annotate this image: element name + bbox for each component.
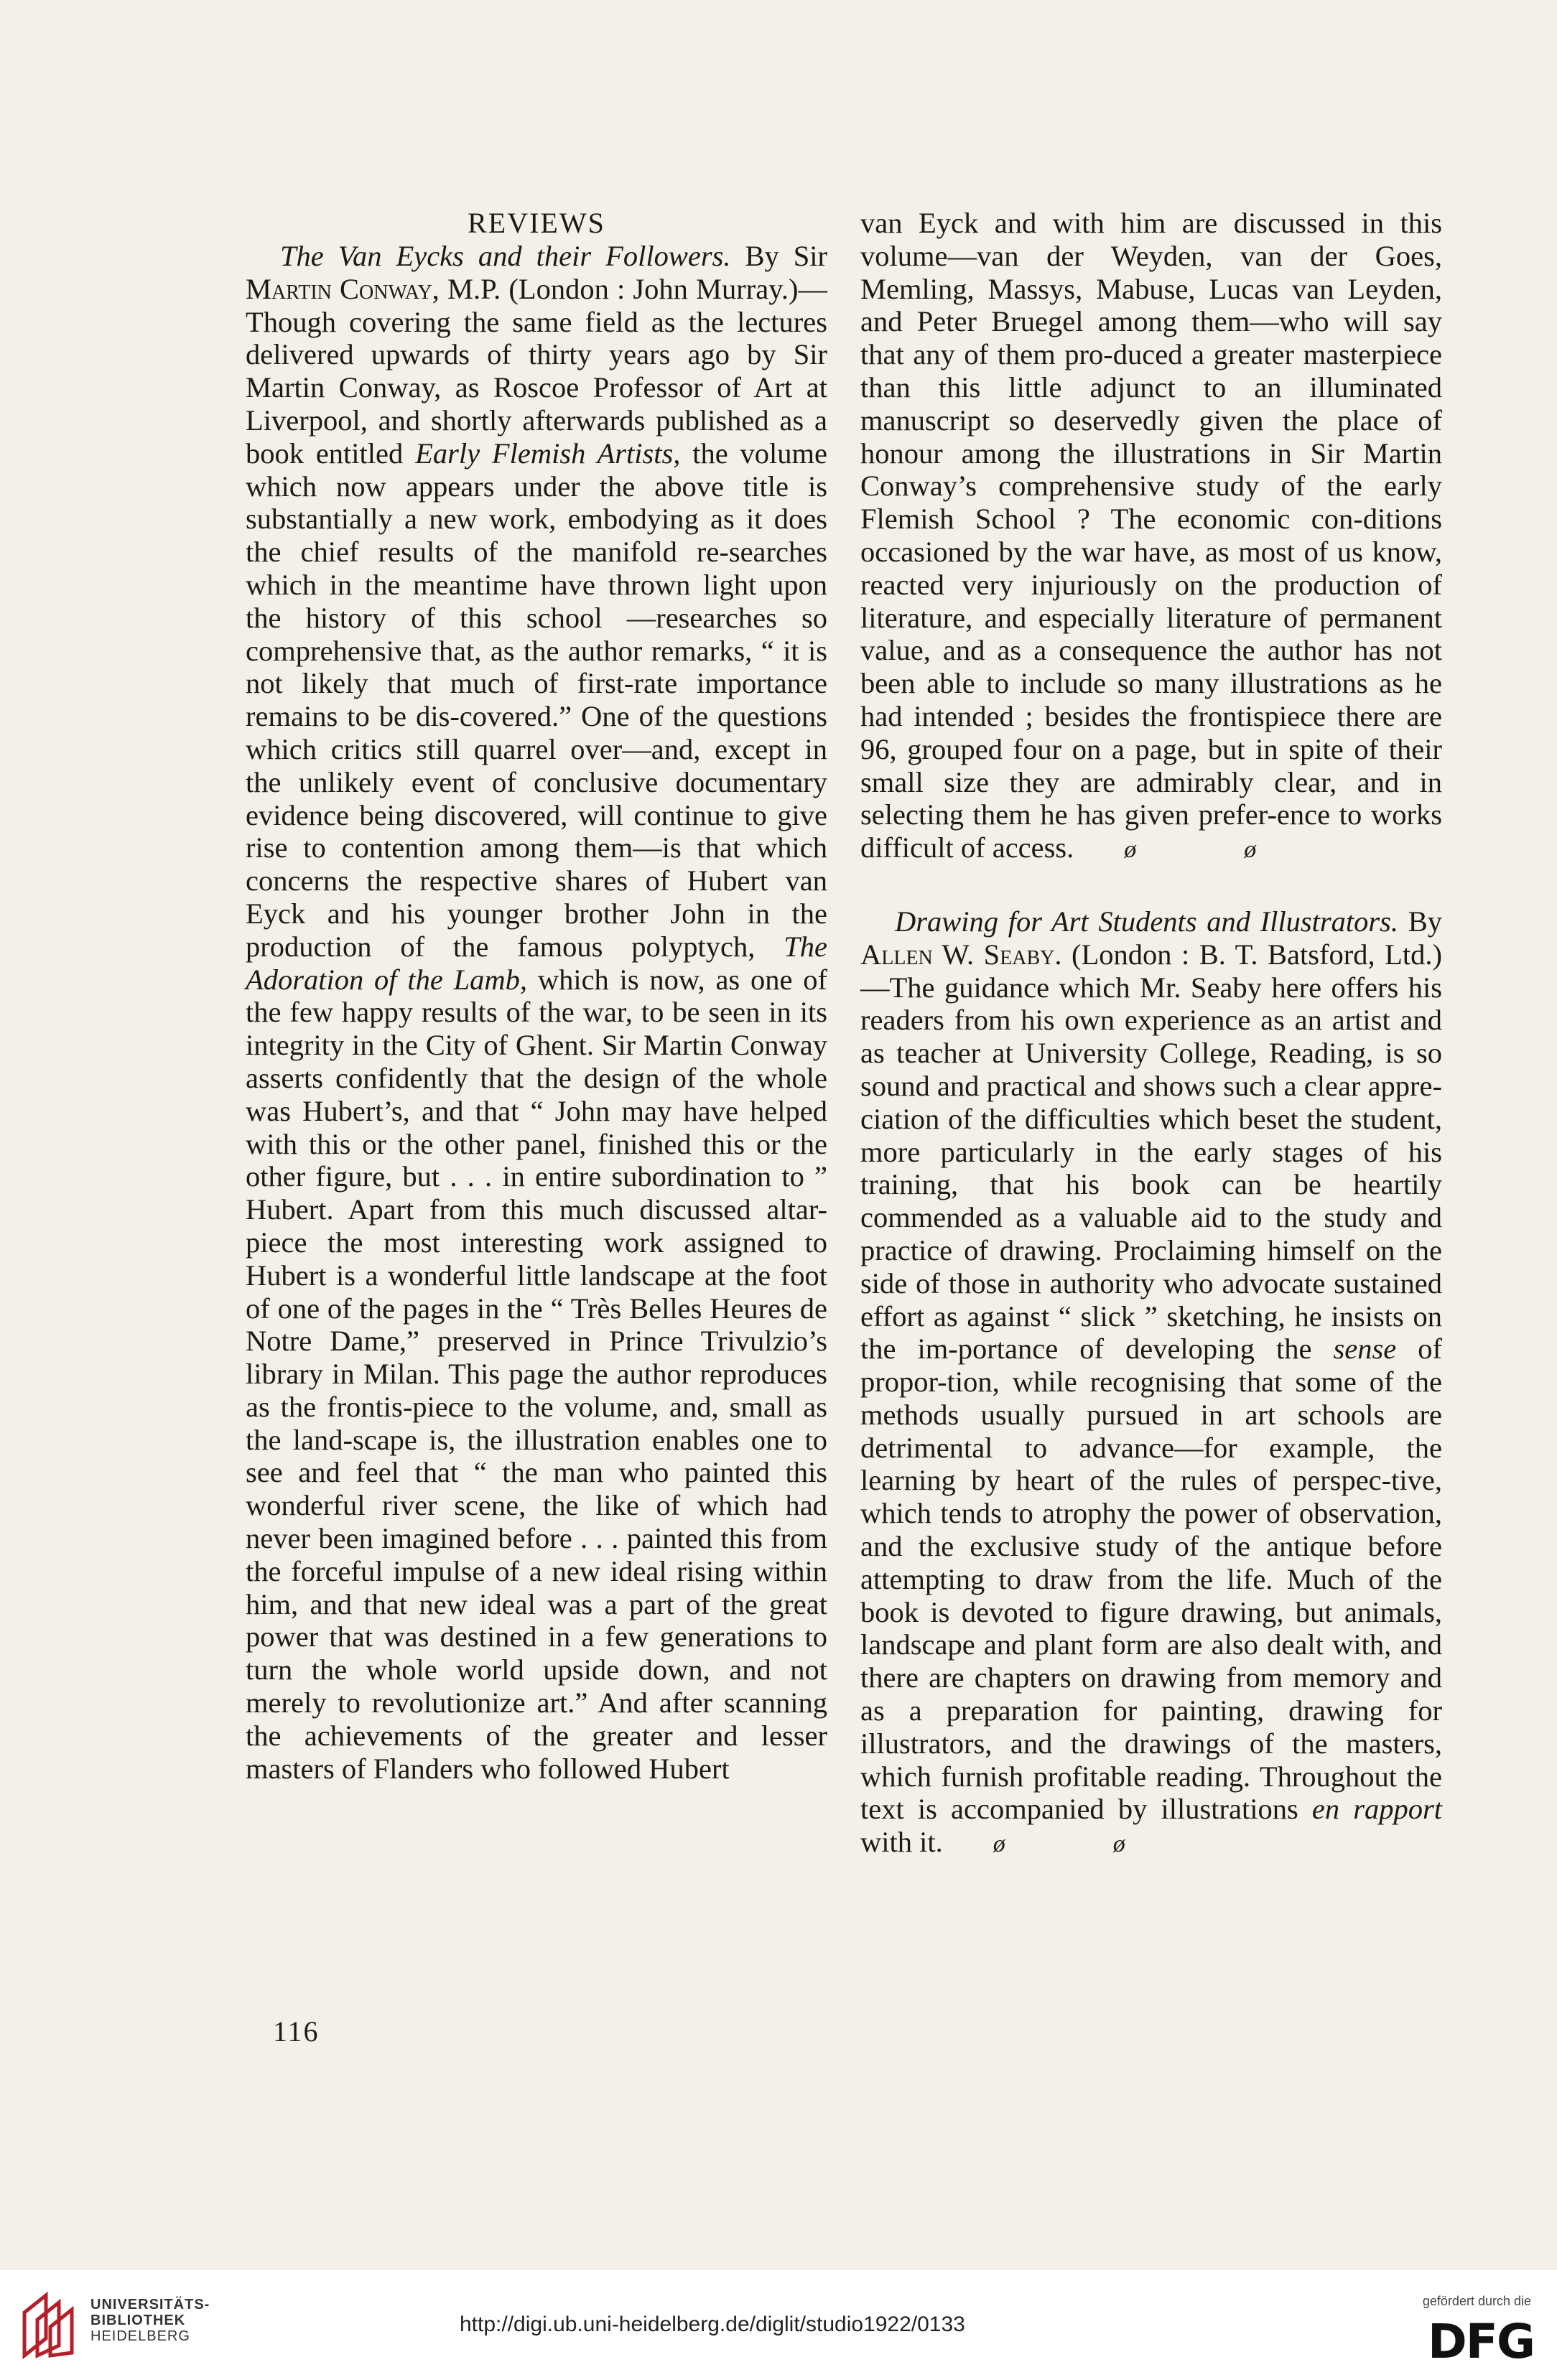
permalink[interactable]: http://digi.ub.uni-heidelberg.de/diglit/studio1922/0133	[460, 2313, 965, 2336]
review-van-eycks-continued	[860, 207, 1442, 867]
ornament-icon: ø	[1124, 836, 1137, 864]
review-body-part-3: which is now, as one of the few happy results of the war, to be seen in its integrity in the City of Ghent. Sir Martin Conway asserts confidently that the design of the whole was Hubert’s, and that “ John may have helped with this or the other panel, finished this or the other figure, but . . . in entire subordination to ” Hubert. Apart from this much discussed altar-piece the most interesting work assigned to Hubert is a wonderful little landscape at the foot of one of the pages in the “ Très Belles Heures de Notre Dame,” preserved in Prince Trivulzio’s library in Milan. This page the author reproduces as the frontis-piece to the volume, and, small as the land-scape is, the illustration enables one to see and feel that “ the man who painted this wonderful river scene, the like of which had never been imagined before . . . painted this from the forceful impulse of a new ideal rising within him, and that new ideal was a part of the great power that was destined in a few generations to turn the whole world upside down, and not merely to revolutionize art.” And after scanning the achievements of the greater and lesser masters of Flanders who followed Hubert	[246, 963, 827, 1785]
review-body-part-4: van Eyck and with him are discussed in this volume—van der Weyden, van der Goes, Memling, Massys, Mabuse, Lucas van Leyden, and Peter Bruegel among them—who will say that any of them pro-duced a greater masterpiece than this little adjunct to an illuminated manuscript so deservedly given the place of honour among the illustrations in Sir Martin Conway’s comprehensive study of the early Flemish School ? The economic con-ditions occasioned by the war have, as most of us know, reacted very injuriously on the production of literature, and especially literature of permanent value, and as a consequence the author has not been able to include so many illustrations as he had intended ; besides the frontispiece there are 96, grouped four on a page, but in spite of their small size they are admirably clear, and in selecting them he has given prefer-ence to works difficult of access.	[860, 207, 1442, 864]
polyptych-title: The Adoration of the Lamb,	[246, 930, 828, 996]
library-name-line: BIBLIOTHEK	[90, 2313, 186, 2328]
review-title: Drawing for Art Students and Illustrators.	[895, 905, 1399, 938]
section-heading: REVIEWS	[468, 207, 605, 239]
review-body-part-1: , M.P. (London : John Murray.)—Though covering the same field as the lectures delivered upwards of thirty years ago by Sir Martin Conway, as Roscoe Professor of Art at Liverpool, and shortly afterwards published as a book entitled	[246, 272, 827, 470]
funding-note: gefördert durch die	[1422, 2294, 1531, 2308]
review-title: The Van Eycks and their Followers.	[280, 240, 731, 272]
left-column	[246, 207, 827, 1785]
review-body-part-1: . (London : B. T. Batsford, Ltd.)—The guidance which Mr. Seaby here offers his readers from his own experience as an artist and as teacher at University College, Reading, is so sound and practical and shows such a clear appre-ciation of the difficulties which beset the student, more particularly in the early stages of his training, that his book can be heartily commended as a valuable aid to the study and practice of drawing. Proclaiming himself on the side of those in authority who advocate sustained effort as against “ slick ” sketching, he insists on the im-portance of developing the	[860, 938, 1442, 1366]
digitization-footer	[0, 2269, 1557, 2380]
page-number: 116	[273, 2015, 320, 2048]
dfg-logo: DFG	[1427, 2314, 1534, 2369]
review-author: Allen W. Seaby	[860, 938, 1055, 971]
by-word: By	[1408, 905, 1442, 938]
library-name-line: HEIDELBERG	[90, 2328, 190, 2344]
review-drawing	[860, 905, 1442, 1861]
review-body-part-2: of propor-tion, while recognising that some of the methods usually pursued in art schools are detrimental to advance—for example, the learning by heart of the rules of perspec-tive, which tends to atrophy the power of observation, and the exclusive study of the antique before attempting to draw from the life. Much of the book is devoted to figure drawing, but animals, landscape and plant form are also dealt with, and there are chapters on drawing from memory and as a preparation for painting, drawing for illustrators, and the drawings of the masters, which furnish profitable reading. Throughout the text is accompanied by illustrations	[860, 1333, 1443, 1826]
library-name-line: UNIVERSITÄTS-	[90, 2297, 210, 2313]
review-separator	[860, 867, 1442, 905]
by-word: By	[745, 240, 779, 272]
ornament-icon: ø	[1244, 836, 1257, 864]
review-body-part-3: with it.	[860, 1826, 943, 1859]
sir-word: Sir	[793, 240, 828, 272]
emphasis: en rapport	[1311, 1793, 1443, 1826]
library-name	[90, 2297, 210, 2344]
right-column	[860, 207, 1442, 1861]
review-author: Martin Conway	[246, 272, 432, 305]
ornament-icon: ø	[993, 1831, 1005, 1858]
ornament-icon: ø	[1112, 1831, 1125, 1858]
library-logo-icon	[17, 2291, 82, 2360]
earlier-book-title: Early Flemish Artists,	[415, 437, 681, 470]
review-van-eycks-start	[246, 240, 827, 1785]
emphasis: sense	[1333, 1333, 1397, 1366]
review-body-part-2: the volume which now appears under the above title is substantially a new work, embodying as it does the chief results of the manifold re-searches which in the meantime have thrown light upon the history of this school —researches so comprehensive that, as the author remarks, “ it is not likely that much of first-rate importance remains to be dis-covered.” One of the questions which critics still quarrel over—and, except in the unlikely event of conclusive documentary evidence being discovered, will continue to give rise to contention among them—is that which concerns the respective shares of Hubert van Eyck and his younger brother John in the production of the famous polyptych,	[246, 437, 827, 963]
